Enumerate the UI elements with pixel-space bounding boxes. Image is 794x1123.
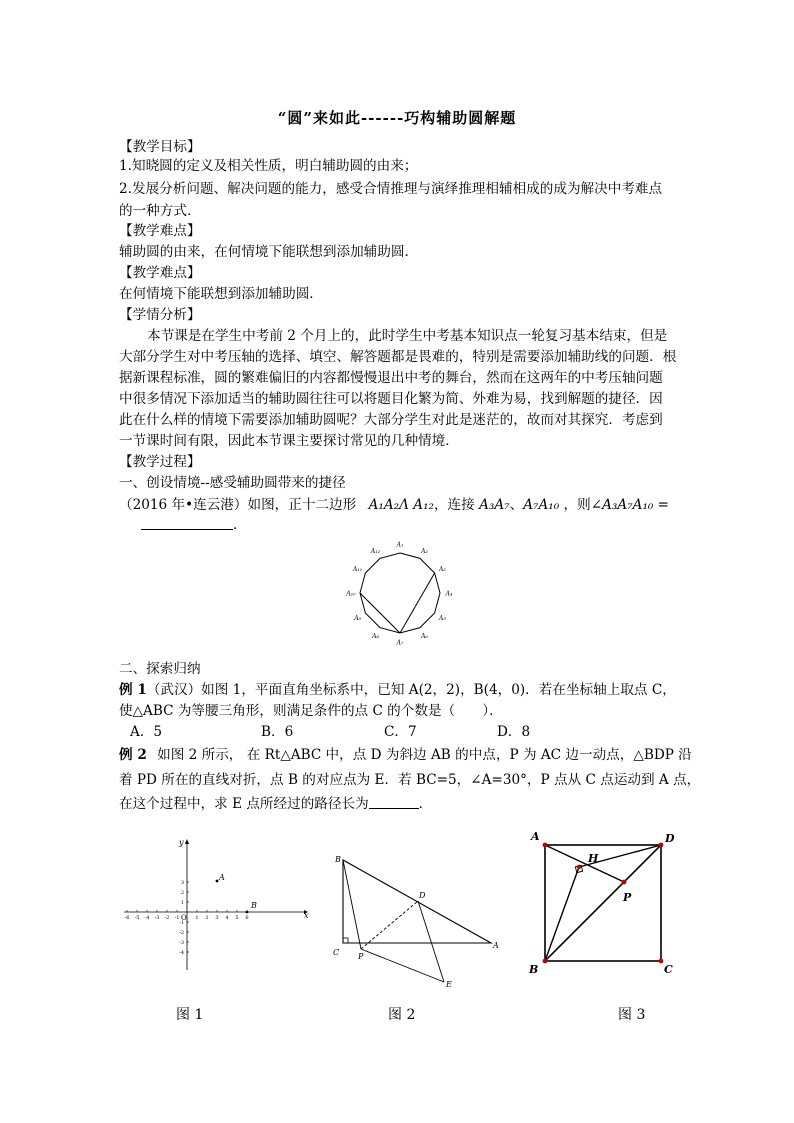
option-d: D．8: [497, 724, 531, 740]
y-tick-label: -1: [179, 920, 184, 926]
answer-blank-2[interactable]: [369, 796, 419, 809]
option-b: B．6: [261, 724, 294, 740]
section-goals: 【教学目标】: [119, 139, 201, 155]
section-key-points: 【教学难点】: [119, 223, 201, 239]
vertex-a-dot: [543, 843, 548, 848]
caption-figure-1: 图 1: [176, 1007, 204, 1023]
label-b: B: [529, 963, 539, 976]
q1-segment-2: A₇A₁₀: [523, 497, 560, 513]
dodecagon: [345, 542, 453, 647]
option-a: A．5: [130, 724, 163, 740]
analysis-line-5: 此在什么样的情境下需要添加辅助圆呢？大部分学生对此是迷茫的，故而对其探究．考虑到: [119, 412, 663, 428]
vertex-label: A₆: [421, 632, 428, 640]
x-tick-label: 4: [225, 915, 229, 921]
x-tick-label: 5: [235, 915, 239, 921]
vertex-label: A₁₀: [346, 590, 356, 598]
point-p-dot: [622, 880, 627, 885]
q1-connect-text: ，连接: [433, 497, 475, 513]
vertex-label: A₈: [372, 632, 379, 640]
figure-2-triangle: [328, 848, 508, 990]
q1-ask: ，则: [563, 497, 591, 513]
vertex-label: A₁: [396, 541, 404, 549]
analysis-line-3: 据新课程标准，圆的繁难偏旧的内容都慢慢退出中考的舞台，然而在这两年的中考压轴问题: [119, 370, 663, 386]
example-1-label: 例 1: [119, 682, 147, 698]
section-analysis: 【学情分析】: [119, 307, 201, 323]
vertex-b-dot: [543, 959, 548, 964]
label-p: P: [358, 952, 364, 961]
caption-figure-3: 图 3: [618, 1007, 646, 1023]
y-tick-label: 2: [180, 890, 184, 896]
example-1-line-2: 使△ABC 为等腰三角形，则满足条件的点 C 的个数是（ ）．: [119, 703, 503, 719]
vertex-label: A₁₁: [352, 566, 363, 573]
y-tick-label: 3: [180, 880, 184, 886]
vertex-d-dot: [659, 843, 664, 848]
example-2-line-2: 着 PD 所在的直线对折，点 B 的对应点为 E．若 BC=5，∠A=30°，P 点从 C 点运动到 A 点，: [119, 772, 701, 788]
vertex-label: A₅: [439, 615, 446, 622]
x-tick-label: -2: [164, 915, 170, 921]
label-a: A: [531, 830, 540, 843]
label-a: A: [493, 941, 499, 950]
right-angle-mark: [343, 938, 348, 943]
label-h: H: [588, 852, 599, 865]
vertex-label: A₂: [421, 548, 428, 556]
label-d: D: [419, 891, 426, 900]
q1-end: ．: [233, 517, 247, 533]
q1-polygon-name: A₁A₂Λ A₁₂: [368, 497, 434, 513]
x-tick-label: -6: [124, 915, 130, 921]
option-c: C．7: [384, 724, 417, 740]
goal-2-line-1: 2.发展分析问题、解决问题的能力，感受合情推理与演绎推理相辅相成的成为解决中考难点: [119, 181, 663, 197]
segment-bp: [343, 860, 361, 949]
vertex-label: A₁₂: [370, 548, 381, 556]
label-d: D: [665, 832, 675, 845]
analysis-line-6: 一节课时间有限，因此本节课主要探讨常见的几种情境．: [119, 433, 459, 449]
example-2-label: 例 2: [119, 747, 147, 763]
q1-segment-1: A₃A₇: [479, 497, 510, 513]
example-1-text-a: （武汉）如图 1，平面直角坐标系中，已知 A(2，2)，B(4，0)．若在坐标轴上取点 C，: [146, 682, 676, 698]
goal-1: 1.知晓圆的定义及相关性质，明白辅助圆的由来；: [119, 158, 418, 174]
x-tick-label: -4: [144, 915, 150, 921]
origin-label: O: [181, 914, 187, 922]
answer-blank[interactable]: [141, 517, 233, 530]
point-a: [216, 880, 219, 883]
y-tick-label: -2: [179, 930, 184, 936]
vertex-label: A₇: [396, 639, 404, 647]
vertex-c-dot: [659, 959, 664, 964]
y-axis-arrow: [185, 839, 189, 844]
point-a-label: A: [219, 873, 225, 882]
example-2-text-c: 在这个过程中，求 E 点所经过的路径长为: [119, 796, 369, 812]
segment-pe: [361, 949, 444, 982]
x-tick-label: -1: [174, 915, 180, 921]
key-points-text: 辅助圆的由来，在何情境下能联想到添加辅助圆．: [119, 244, 419, 260]
part-1-heading: 一、创设情境--感受辅助圆带来的捷径: [119, 475, 346, 491]
chord-a3-a7: [400, 573, 435, 633]
segment-hb: [545, 867, 579, 961]
vertex-label: A₃: [439, 566, 446, 573]
label-e: E: [446, 980, 452, 989]
q1-source: （2016 年•连云港）如图，正十二边形: [119, 497, 357, 513]
x-tick-label: 6: [245, 915, 249, 921]
example-2-text-a: 如图 2 所示， 在 Rt△ABC 中，点 D 为斜边 AB 的中点，P 为 AC 边一动点，△BDP 沿: [157, 747, 692, 763]
triangle-abc: [343, 860, 491, 943]
dodecagon-figure: [340, 540, 460, 650]
part-2-heading: 二、探索归纳: [119, 661, 201, 677]
q1-separator: 、: [509, 497, 524, 513]
goal-2-line-2: 的一种方式．: [119, 203, 201, 219]
y-tick-label: -4: [179, 950, 184, 956]
point-h-dot: [577, 865, 581, 869]
figure-3-square: [524, 826, 684, 978]
example-2-line-3: [119, 796, 432, 813]
x-tick-label: -3: [154, 915, 160, 921]
point-b: [246, 911, 249, 914]
label-c: C: [664, 963, 673, 976]
vertex-label: A₉: [354, 615, 361, 622]
example-1-line-1: [119, 682, 676, 699]
x-axis-label: x: [304, 911, 309, 920]
question-1-line: [119, 497, 669, 514]
example-2-line-1: [119, 747, 692, 764]
label-b: B: [335, 855, 341, 864]
analysis-line-4: 中很多情况下添加适当的辅助圆往往可以将题目化繁为简、外难为易，找到解题的捷径．因: [119, 391, 663, 407]
y-tick-label: 1: [180, 900, 184, 906]
point-b-label: B: [251, 901, 257, 910]
x-tick-label: -5: [134, 915, 140, 921]
x-tick-label: 1: [195, 915, 199, 921]
vertex-label: A₄: [445, 590, 453, 598]
q1-answer-line: [141, 517, 247, 534]
y-axis-label: y: [179, 838, 184, 847]
segment-ap: [545, 845, 624, 882]
dodecagon-outline: [360, 553, 440, 633]
figure-1-coordinate-plane: [118, 835, 313, 975]
example-2-end: ．: [418, 796, 433, 812]
difficulties-text: 在何情境下能联想到添加辅助圆．: [119, 286, 323, 302]
segment-pd: [361, 901, 418, 949]
q1-angle: ∠A₃A₇A₁₀ =: [590, 497, 670, 513]
page-title: “圆”来如此------巧构辅助圆解题: [277, 109, 517, 127]
label-c: C: [333, 948, 340, 957]
analysis-line-1: 本节课是在学生中考前 2 个月上的，此时学生中考基本知识点一轮复习基本结束，但是: [147, 328, 668, 344]
y-tick-label: -3: [179, 940, 184, 946]
section-difficulties: 【教学难点】: [119, 265, 201, 281]
x-tick-label: 3: [215, 915, 219, 921]
x-tick-label: 2: [205, 915, 209, 921]
label-p: P: [623, 891, 632, 904]
section-process: 【教学过程】: [119, 454, 201, 470]
segment-bp: [545, 882, 624, 961]
segment-de: [418, 901, 444, 982]
caption-figure-2: 图 2: [388, 1007, 416, 1023]
analysis-line-2: 大部分学生对中考压轴的选择、填空、解答题都是畏难的，特别是需要添加辅助线的问题．根: [119, 349, 677, 365]
